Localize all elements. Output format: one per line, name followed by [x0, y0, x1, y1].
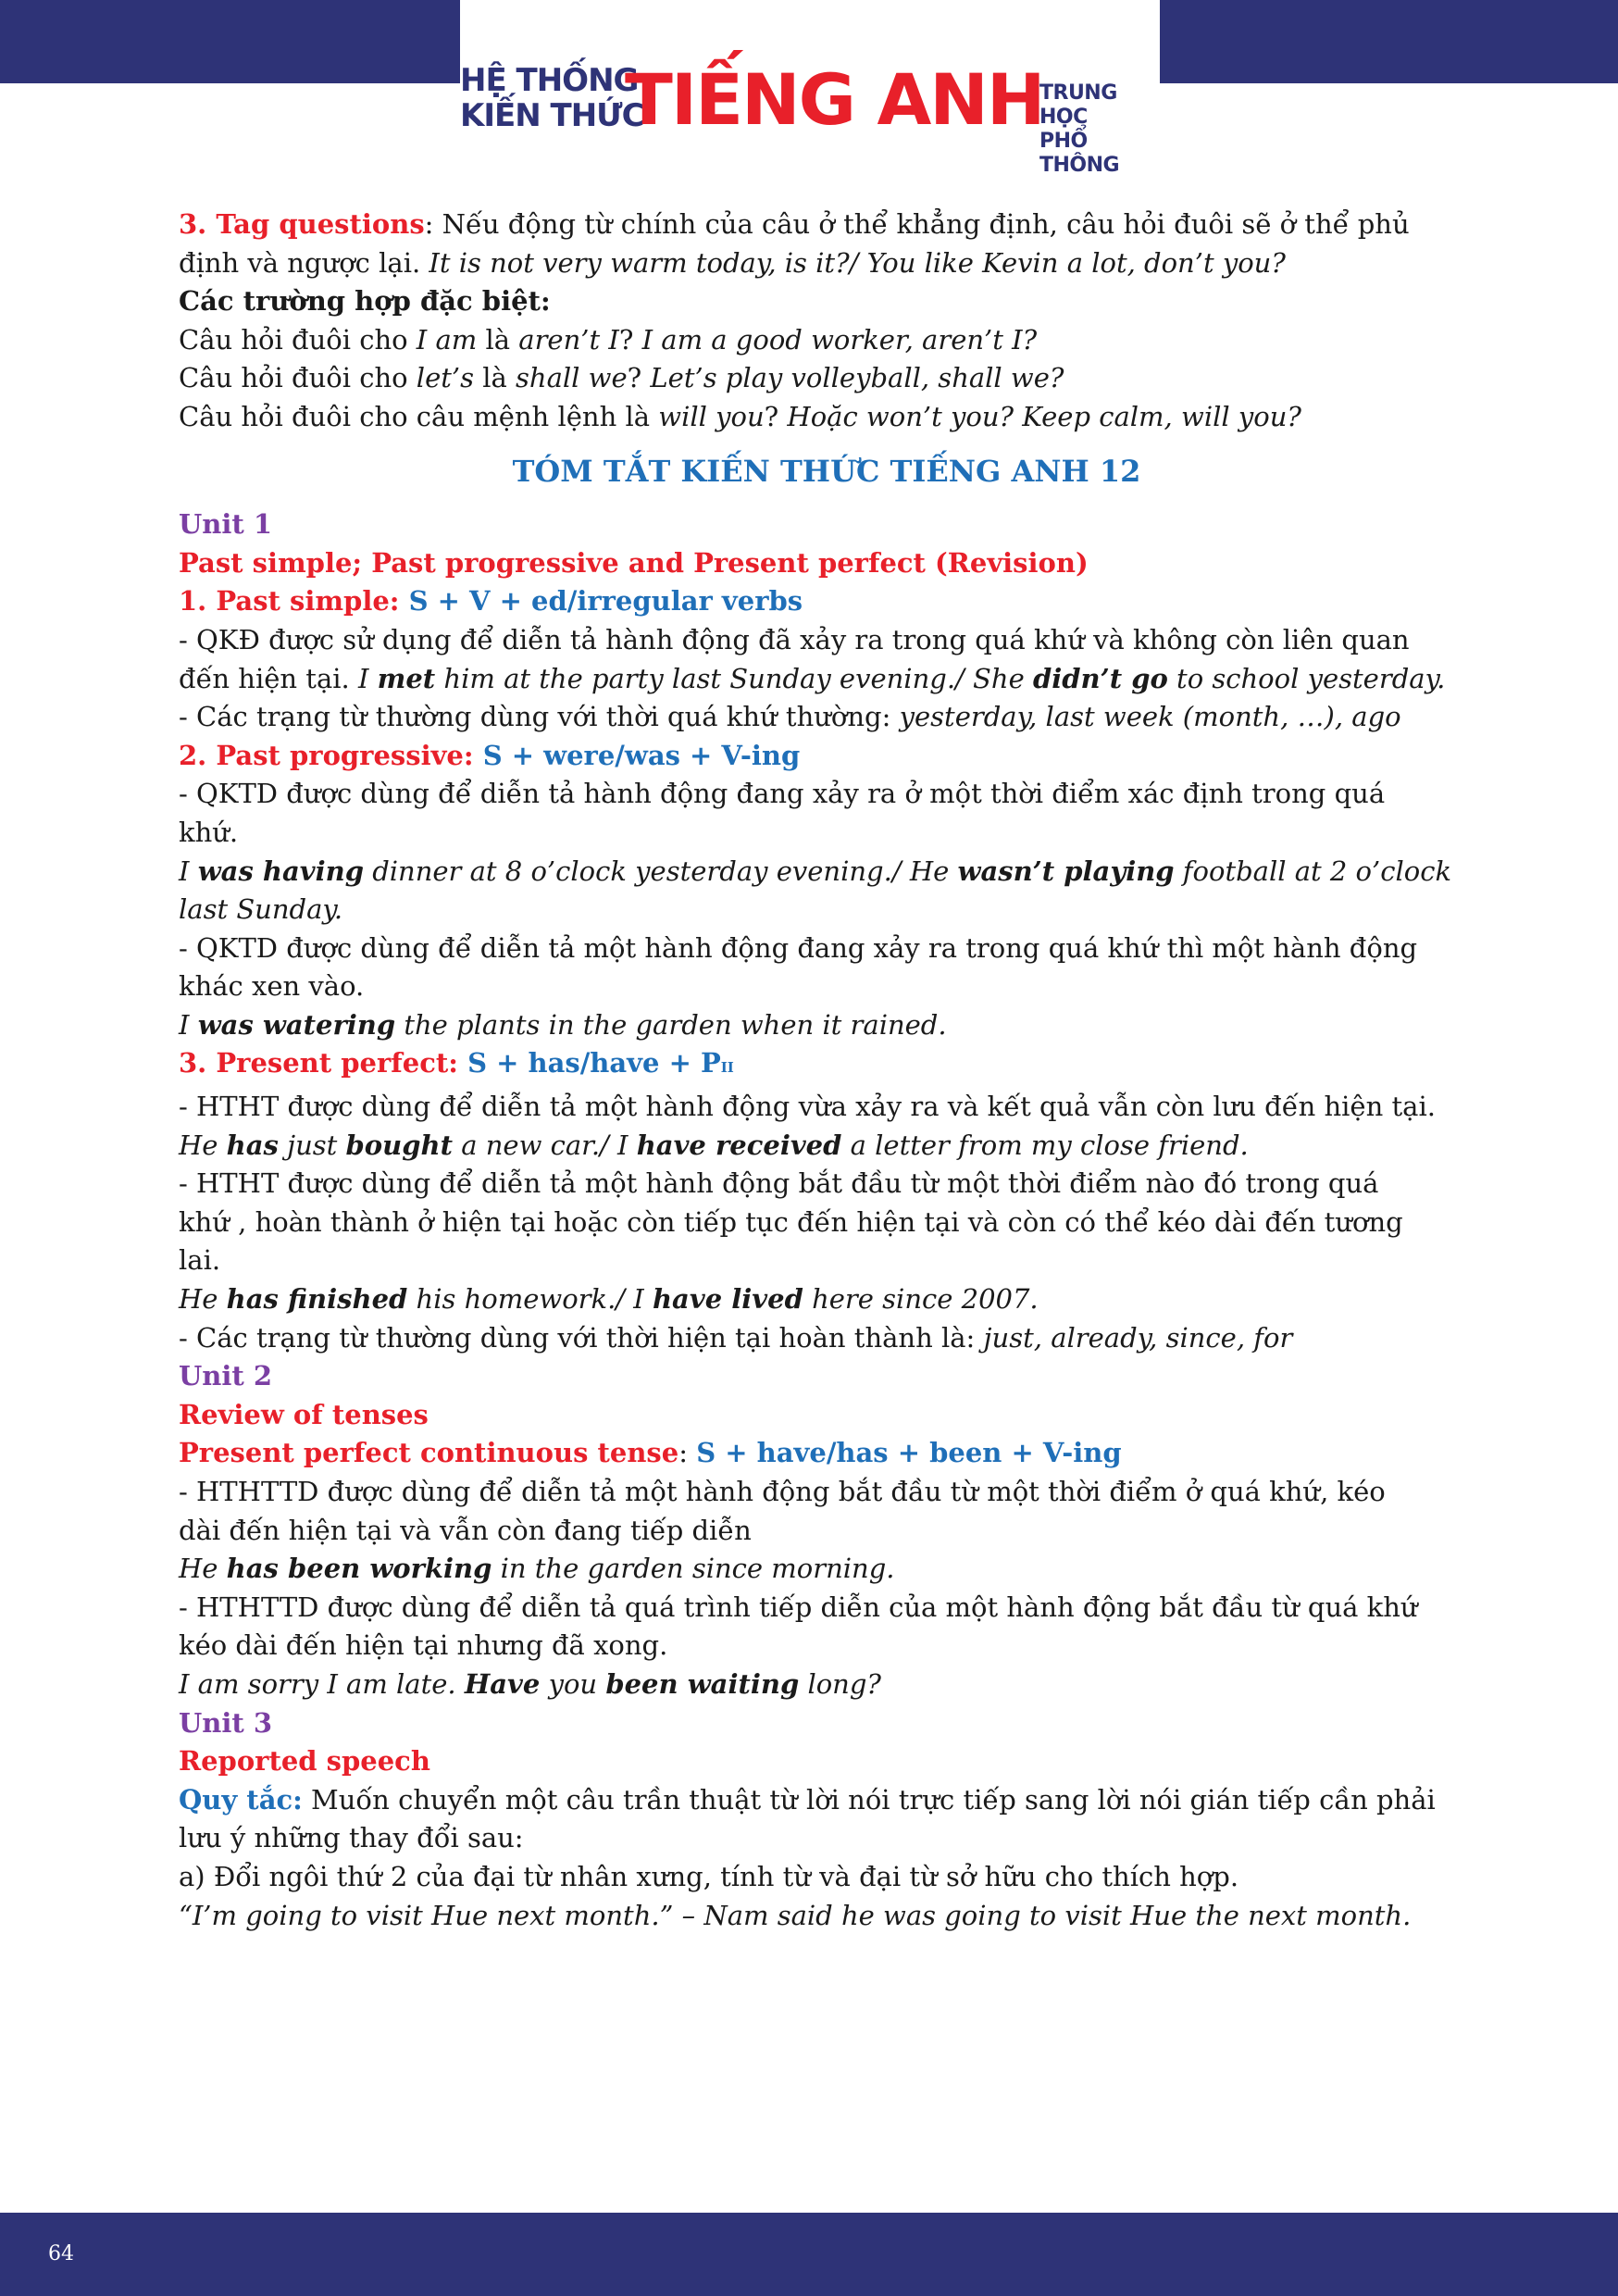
unit-2-label: Unit 2 — [179, 1360, 273, 1392]
unit-3-title: Reported speech — [179, 1745, 430, 1778]
formula: S + have/has + been + V-ing — [696, 1437, 1122, 1469]
text: Muốn chuyển một câu trần thuật từ lời nói trực tiếp sang lời nói gián tiếp cần phải — [302, 1783, 1436, 1816]
example: I — [357, 662, 378, 694]
example-bold: has finished — [226, 1283, 408, 1316]
past-simple-adverbs — [179, 698, 1475, 737]
summary-title: TÓM TẮT KIẾN THỨC TIẾNG ANH 12 — [512, 453, 1141, 489]
present-perfect-heading — [179, 1044, 1475, 1088]
example-bold: bought — [345, 1129, 453, 1161]
tag-questions-line-1 — [179, 206, 1475, 244]
present-perfect-example-2 — [179, 1280, 1475, 1319]
past-progressive-example-2 — [179, 1006, 1475, 1045]
example-bold: has — [226, 1129, 279, 1161]
example: let’s — [416, 362, 474, 394]
logo-left-line-2: KIẾN THỨC — [460, 97, 644, 134]
special-case-3 — [179, 398, 1475, 437]
example-bold: have received — [636, 1129, 842, 1161]
present-perfect-desc-4: lai. — [179, 1244, 221, 1277]
text: ? — [764, 400, 788, 432]
label: 2. Past progressive: — [179, 739, 483, 771]
example: aren’t I — [518, 323, 619, 356]
example: yesterday, last week (month, …), ago — [899, 701, 1401, 733]
reported-speech-point-a: a) Đổi ngôi thứ 2 của đại từ nhân xưng, tính từ và đại từ sở hữu cho thích hợp. — [179, 1860, 1239, 1892]
footer-bar — [0, 2213, 1618, 2296]
formula: S + has/have + P — [467, 1047, 721, 1079]
present-perfect-example-1 — [179, 1127, 1475, 1166]
example: I am — [416, 323, 478, 356]
special-case-1 — [179, 321, 1475, 360]
label: Present perfect continuous tense — [179, 1437, 679, 1469]
example-bold: have lived — [652, 1283, 803, 1316]
unit-2-title: Review of tenses — [179, 1398, 429, 1430]
example: football at 2 o’clock — [1174, 855, 1452, 887]
unit-3-label: Unit 3 — [179, 1706, 273, 1739]
example: I am a good worker, aren’t I? — [641, 323, 1038, 356]
text: - Các trạng từ thường dùng với thời quá khứ thường: — [179, 701, 900, 733]
formula-subscript: II — [720, 1059, 734, 1077]
present-perfect-desc-3: khứ , hoàn thành ở hiện tại hoặc còn tiếp tục đến hiện tại và còn có thể kéo dài đến tương — [179, 1205, 1403, 1238]
reported-speech-rule-2: lưu ý những thay đổi sau: — [179, 1822, 524, 1854]
past-simple-desc-1: - QKĐ được sử dụng để diễn tả hành động đã xảy ra trong quá khứ và không còn liên quan — [179, 623, 1410, 655]
past-progressive-example-1 — [179, 853, 1475, 892]
example: Let’s play volleyball, shall we? — [650, 362, 1064, 394]
formula: S + V + ed/irregular verbs — [408, 585, 803, 618]
example: I — [179, 1008, 198, 1041]
label: 3. Present perfect: — [179, 1047, 468, 1079]
tag-questions-heading: 3. Tag questions — [179, 208, 425, 240]
example: just — [278, 1129, 346, 1161]
example: you — [540, 1667, 606, 1700]
example: He — [179, 1553, 227, 1585]
example: long? — [799, 1667, 881, 1700]
colon: : — [424, 208, 434, 240]
page-number: 64 — [48, 2242, 74, 2265]
example-bold: been waiting — [605, 1667, 800, 1700]
logo-right-text — [1039, 81, 1160, 178]
example: I am sorry I am late. — [179, 1667, 465, 1700]
past-progressive-desc-3: - QKTD được dùng để diễn tả một hành động đang xảy ra trong quá khứ thì một hành động — [179, 931, 1418, 964]
unit-1-label: Unit 1 — [179, 508, 273, 541]
special-case-2 — [179, 359, 1475, 398]
present-perfect-desc-2: - HTHT được dùng để diễn tả một hành động bắt đầu từ một thời điểm nào đó trong quá — [179, 1167, 1379, 1200]
text: ? — [618, 323, 642, 356]
example: here since 2007. — [803, 1283, 1039, 1316]
past-simple-desc-2 — [179, 660, 1475, 699]
past-progressive-desc-1: - QKTD được dùng để diễn tả hành động đang xảy ra ở một thời điểm xác định trong quá — [179, 778, 1386, 810]
ppc-example-2 — [179, 1666, 1475, 1704]
example: his homework./ I — [407, 1283, 653, 1316]
text: Nếu động từ chính của câu ở thể khẳng định, câu hỏi đuôi sẽ ở thể phủ — [433, 208, 1410, 240]
text: Câu hỏi đuôi cho — [179, 362, 417, 394]
text: ? — [627, 362, 651, 394]
example: dinner at 8 o’clock yesterday evening./ He — [363, 855, 958, 887]
example: It is not very warm today, is it?/ You like Kevin a lot, don’t you? — [429, 246, 1286, 279]
example: shall we — [516, 362, 628, 394]
text: định và ngược lại. — [179, 246, 429, 279]
example-bold: met — [377, 662, 436, 694]
example-bold: was watering — [197, 1008, 396, 1041]
example-bold: has been working — [226, 1553, 492, 1585]
header-bar-right — [1160, 0, 1618, 83]
unit-1-title: Past simple; Past progressive and Present perfect (Revision) — [179, 546, 1089, 579]
label: 1. Past simple: — [179, 585, 409, 618]
reported-speech-rule-1 — [179, 1781, 1475, 1820]
book-logo — [460, 0, 1160, 177]
reported-speech-example: “I’m going to visit Hue next month.” – Nam said he was going to visit Hue the next month. — [179, 1899, 1412, 1931]
text: Câu hỏi đuôi cho câu mệnh lệnh là — [179, 400, 659, 432]
logo-right-line-2: PHỔ THÔNG — [1039, 130, 1120, 177]
rule-label: Quy tắc: — [179, 1783, 303, 1816]
text: đến hiện tại. — [179, 662, 358, 694]
example: in the garden since morning. — [492, 1553, 895, 1585]
present-perfect-adverbs — [179, 1319, 1475, 1358]
example-bold: wasn’t playing — [957, 855, 1175, 887]
example-bold: was having — [197, 855, 364, 887]
header-bar-left — [0, 0, 460, 83]
logo-left-text — [460, 63, 644, 133]
colon: : — [678, 1437, 697, 1469]
example: I — [179, 855, 198, 887]
formula: S + were/was + V-ing — [482, 739, 801, 771]
text: là — [477, 323, 519, 356]
example: to school yesterday. — [1167, 662, 1446, 694]
past-simple-heading — [179, 582, 1475, 621]
example: He — [179, 1129, 227, 1161]
example: Hoặc won’t you? Keep calm, will you? — [787, 400, 1301, 432]
past-progressive-desc-4: khác xen vào. — [179, 970, 365, 1003]
example: him at the party last Sunday evening./ She — [435, 662, 1033, 694]
example: a letter from my close friend. — [841, 1129, 1249, 1161]
text: - Các trạng từ thường dùng với thời hiện tại hoàn thành là: — [179, 1321, 984, 1354]
page-content — [179, 206, 1475, 1935]
logo-right-line-1: TRUNG HỌC — [1039, 81, 1117, 129]
ppc-desc-4: kéo dài đến hiện tại nhưng đã xong. — [179, 1629, 668, 1662]
ppc-desc-3: - HTHTTD được dùng để diễn tả quá trình tiếp diễn của một hành động bắt đầu từ quá khứ — [179, 1591, 1418, 1623]
example: just, already, since, for — [983, 1321, 1293, 1354]
special-cases-heading: Các trường hợp đặc biệt: — [179, 285, 551, 318]
present-perfect-desc-1: - HTHT được dùng để diễn tả một hành động vừa xảy ra và kết quả vẫn còn lưu đến hiện tại. — [179, 1091, 1436, 1123]
past-progressive-example-1-cont: last Sunday. — [179, 893, 343, 926]
tag-questions-line-2 — [179, 244, 1475, 283]
example: a new car./ I — [453, 1129, 637, 1161]
logo-main-text: TIẾNG ANH — [625, 58, 1044, 141]
ppc-desc-1: - HTHTTD được dùng để diễn tả một hành động bắt đầu từ một thời điểm ở quá khứ, kéo — [179, 1476, 1386, 1507]
example: will you — [658, 400, 765, 432]
present-perfect-continuous-heading — [179, 1434, 1475, 1473]
example-bold: Have — [464, 1667, 541, 1700]
logo-left-line-1: HỆ THỐNG — [460, 62, 639, 99]
text: Câu hỏi đuôi cho — [179, 323, 417, 356]
example-bold: didn’t go — [1032, 662, 1168, 694]
text: là — [474, 362, 517, 394]
past-progressive-heading — [179, 737, 1475, 776]
example: the plants in the garden when it rained. — [395, 1008, 947, 1041]
example: He — [179, 1283, 227, 1316]
ppc-example-1 — [179, 1550, 1475, 1589]
past-progressive-desc-2: khứ. — [179, 816, 239, 848]
ppc-desc-2: dài đến hiện tại và vẫn còn đang tiếp diễn — [179, 1514, 752, 1546]
